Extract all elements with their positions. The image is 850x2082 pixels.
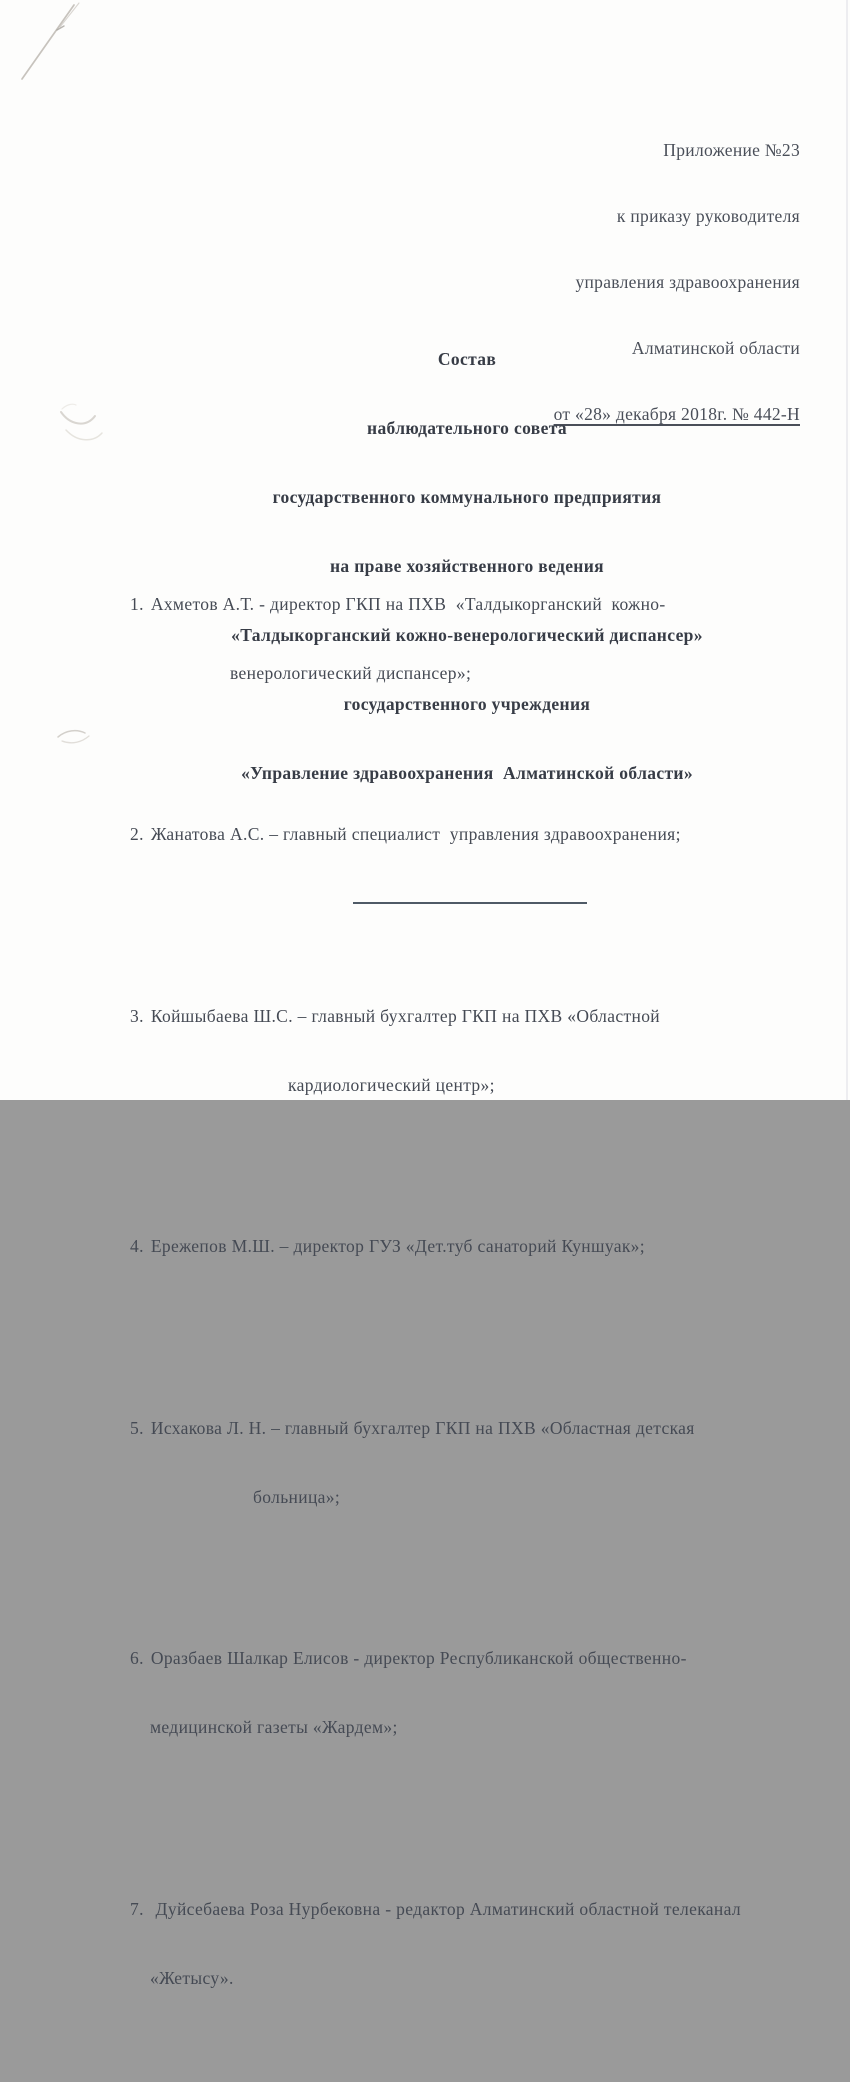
header-line-region: Алматинской области <box>631 338 800 358</box>
member-number: 7. <box>130 1899 144 1919</box>
member-text-continued: медицинской газеты «Жардем»; <box>150 1717 398 1737</box>
member-text-continued: венерологический диспансер»; <box>230 663 472 683</box>
title-line-5: «Талдыкорганский кожно-венерологический диспансер» <box>231 625 703 645</box>
member-line <box>130 1647 820 1670</box>
member-text: Исхакова Л. Н. – главный бухгалтер ГКП на ПХВ «Областная детская <box>150 1418 695 1438</box>
members-list <box>130 501 820 2082</box>
list-item <box>130 777 820 892</box>
member-number: 1. <box>130 594 144 614</box>
scan-artifact-squiggle-2 <box>58 731 89 743</box>
title-line-4: на праве хозяйственного ведения <box>329 556 604 576</box>
list-item <box>130 547 820 731</box>
member-text: Дуйсебаева Роза Нурбековна - редактор Алматинский областной телеканал <box>150 1899 741 1919</box>
member-number: 2. <box>130 824 144 844</box>
member-text: Ережепов М.Ш. – директор ГУЗ «Дет.туб санаторий Куншуак»; <box>150 1236 645 1256</box>
member-text: Жанатова А.С. – главный специалист управления здравоохранения; <box>150 824 681 844</box>
header-line-order: к приказу руководителя <box>616 206 800 226</box>
member-text-continued: больница»; <box>253 1487 341 1507</box>
signature-line <box>353 902 587 904</box>
member-line <box>130 1898 820 1921</box>
header-line-appendix: Приложение №23 <box>663 140 800 160</box>
header-line-department: управления здравоохранения <box>575 272 800 292</box>
list-item <box>130 1371 820 1555</box>
member-line <box>130 1235 820 1258</box>
member-text: Оразбаев Шалкар Елисов - директор Республиканской общественно- <box>150 1648 687 1668</box>
header-ref-number: от «28» декабря 2018г. № 442-Н <box>553 404 800 424</box>
member-text-continued: кардиологический центр»; <box>288 1075 495 1095</box>
list-item <box>130 1852 820 2036</box>
member-text: Ахметов А.Т. - директор ГКП на ПХВ «Талдыкорганский кожно- <box>150 594 666 614</box>
title-line-7: «Управление здравоохранения Алматинской области» <box>241 763 693 783</box>
member-number: 4. <box>130 1236 144 1256</box>
scan-artifact-squiggle-1 <box>61 404 102 440</box>
scan-edge-line <box>846 0 848 1100</box>
member-line <box>130 1417 820 1440</box>
title-line-6: государственного учреждения <box>343 694 591 714</box>
list-item <box>130 1601 820 1785</box>
scan-artifact-diagonal-line <box>22 3 79 79</box>
member-text-continued: «Жетысу». <box>150 1968 234 1988</box>
list-item <box>130 959 820 1143</box>
member-line <box>130 593 820 616</box>
member-number: 6. <box>130 1648 144 1668</box>
title-line-1: Состав <box>437 349 497 369</box>
member-line <box>130 823 820 846</box>
member-line <box>130 1005 820 1028</box>
title-line-2: наблюдательного совета <box>367 418 567 438</box>
member-number: 5. <box>130 1418 144 1438</box>
member-text: Койшыбаева Ш.С. – главный бухгалтер ГКП на ПХВ «Областной <box>150 1006 661 1026</box>
title-line-3: государственного коммунального предприятия <box>272 487 662 507</box>
list-item <box>130 1189 820 1304</box>
member-number: 3. <box>130 1006 144 1026</box>
